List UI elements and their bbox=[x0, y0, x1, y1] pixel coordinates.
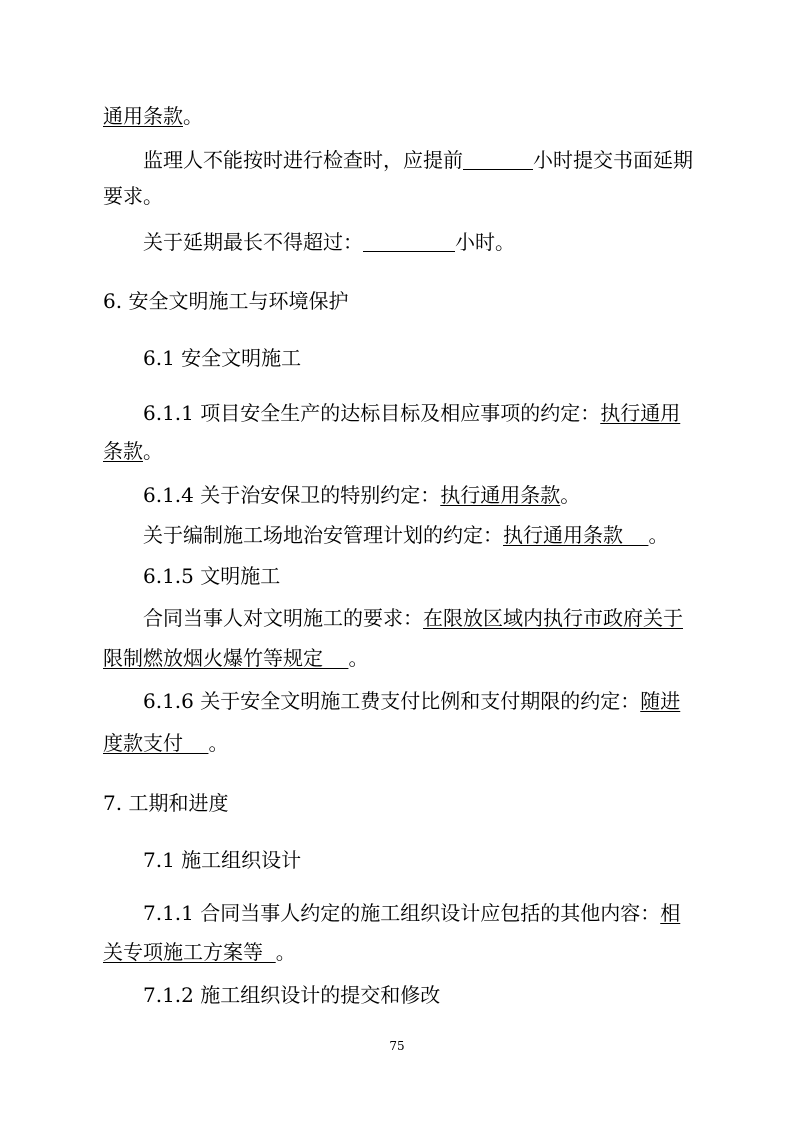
page-number: 75 bbox=[389, 1039, 405, 1053]
clause-7-1-2: 7.1.2 施工组织设计的提交和修改 bbox=[143, 983, 441, 1007]
clause-civilized-construction-continued: 限制燃放烟火爆竹等规定 。 bbox=[103, 646, 369, 670]
clause-6-1-6: 6.1.6 关于安全文明施工费支付比例和支付期限的约定：随进 bbox=[143, 689, 681, 713]
section-heading-6: 6. 安全文明施工与环境保护 bbox=[103, 289, 349, 313]
subsection-heading-7-1: 7.1 施工组织设计 bbox=[143, 848, 302, 872]
text-line-max-delay: 关于延期最长不得超过： 小时。 bbox=[143, 230, 515, 254]
clause-7-1-1-continued: 关专项施工方案等 。 bbox=[103, 940, 296, 964]
fill-blank-hours bbox=[463, 151, 533, 170]
clause-7-1-1: 7.1.1 合同当事人约定的施工组织设计应包括的其他内容：相 bbox=[143, 901, 681, 925]
clause-6-1-1-continued: 条款。 bbox=[103, 439, 163, 463]
clause-civilized-construction: 合同当事人对文明施工的要求：在限放区域内执行市政府关于 bbox=[143, 606, 683, 630]
section-heading-7: 7. 工期和进度 bbox=[103, 791, 229, 815]
clause-security-plan: 关于编制施工场地治安管理计划的约定：执行通用条款 。 bbox=[143, 523, 669, 547]
fill-blank-max-hours bbox=[363, 233, 455, 252]
text-line-continuation: 通用条款。 bbox=[103, 104, 203, 128]
subsection-heading-6-1: 6.1 安全文明施工 bbox=[143, 346, 302, 370]
text-line-inspection-delay: 监理人不能按时进行检查时，应提前 小时提交书面延期 bbox=[143, 148, 693, 172]
clause-6-1-4: 6.1.4 关于治安保卫的特别约定：执行通用条款。 bbox=[143, 483, 581, 507]
clause-6-1-6-continued: 度款支付 。 bbox=[103, 731, 229, 755]
clause-6-1-1: 6.1.1 项目安全生产的达标目标及相应事项的约定：执行通用 bbox=[143, 401, 681, 425]
text-line-request: 要求。 bbox=[103, 184, 163, 208]
clause-6-1-5: 6.1.5 文明施工 bbox=[143, 564, 281, 588]
